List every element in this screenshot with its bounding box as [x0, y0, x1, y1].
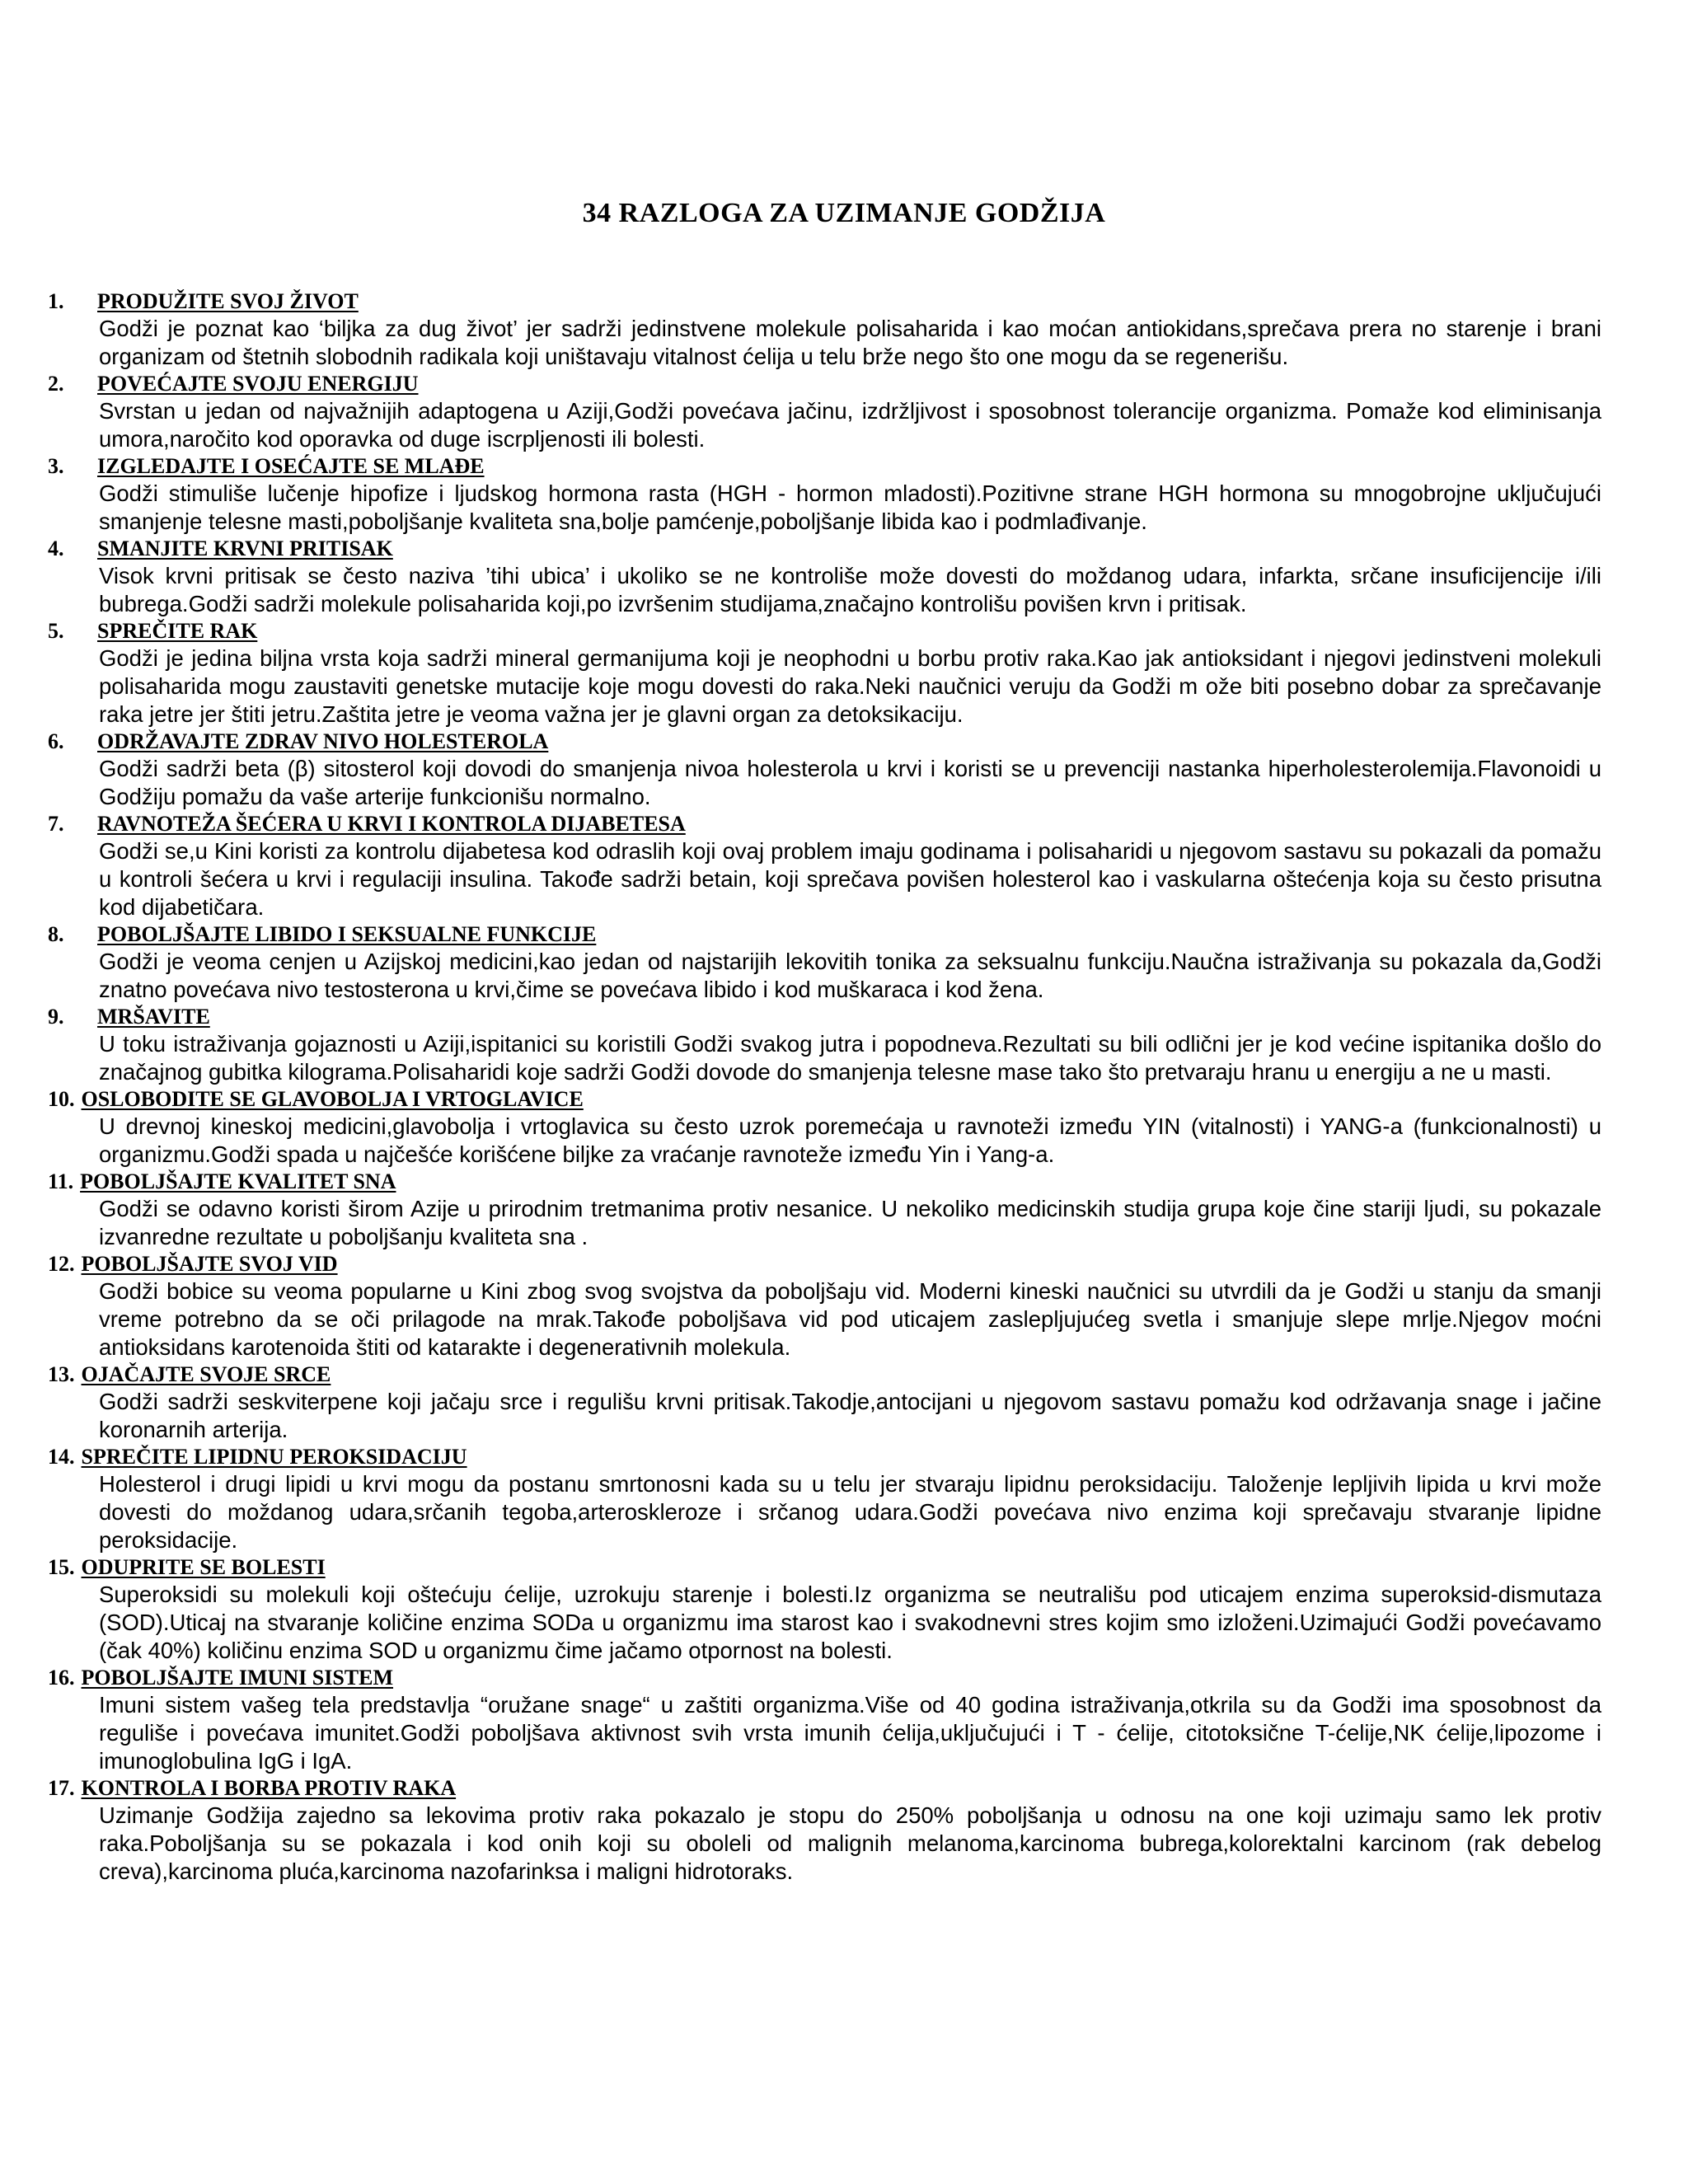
item-title: SMANJITE KRVNI PRITISAK [97, 537, 393, 560]
item-heading [48, 811, 1601, 837]
list-item [48, 371, 1601, 453]
list-item [48, 618, 1601, 729]
list-item [48, 1775, 1601, 1886]
list-item [48, 536, 1601, 618]
item-number: 4. [48, 537, 64, 560]
item-title: MRŠAVITE [97, 1005, 210, 1029]
item-number: 2. [48, 372, 64, 396]
item-number: 8. [48, 922, 64, 946]
item-title: SPREČITE LIPIDNU PEROKSIDACIJU [81, 1445, 467, 1469]
item-body: Godži sadrži beta (β) sitosterol koji dovodi do smanjenja nivoa holesterola u krvi i koristi se u prevenciji nastanka hiperholesterolemija.Flavonoidi u Godžiju pomažu da vaše arterije funkcionišu normalno. [99, 756, 1601, 809]
item-body: Godži se,u Kini koristi za kontrolu dijabetesa kod odraslih koji ovaj problem imaju godinama i polisaharidi u njegovom sastavu su pokazali da pomažu u kontroli šećera u krvi i regulaciji insulina. Takođe sadrži betain, koji sprečava povišen holesterol kao i vaskularna oštećenja koja su često prisutna kod dijabetičara. [99, 838, 1601, 920]
item-heading [48, 1444, 1601, 1470]
item-body: Visok krvni pritisak se često naziva ’tihi ubica’ i ukoliko se ne kontroliše može dovesti do moždanog udara, infarkta, srčane insuficijencije i/ili bubrega.Godži sadrži molekule polisaharida koji,po izvršenim studijama,značajno kontrolišu povišen krvn i pritisak. [99, 563, 1601, 616]
item-number: 11. [48, 1169, 74, 1193]
item-title: OJAČAJTE SVOJE SRCE [81, 1362, 331, 1386]
item-body: U drevnoj kineskoj medicini,glavobolja i vrtoglavica su često uzrok poremećaja u ravnoteži između YIN (vitalnosti) i YANG-a (funkcionalnosti) u organizmu.Godži spada u najčešće korišćene biljke za vraćanje ravnoteže između Yin i Yang-a. [99, 1113, 1601, 1167]
item-body: Godži je veoma cenjen u Azijskoj medicini,kao jedan od najstarijih lekovitih tonika za seksualnu funkciju.Naučna istraživanja su pokazala da,Godži znatno povećava nivo testosterona u krvi,čime se povećava libido i kod muškaraca i kod žena. [99, 949, 1601, 1002]
item-heading [48, 1251, 1601, 1277]
item-title: ODRŽAVAJTE ZDRAV NIVO HOLESTEROLA [97, 729, 549, 753]
item-heading [48, 536, 1601, 562]
list-item [48, 1554, 1601, 1665]
item-body: Godži stimuliše lučenje hipofize i ljudskog hormona rasta (HGH - hormon mladosti).Pozitivne strane HGH hormona su mnogobrojne uključujući smanjenje telesne masti,poboljšanje kvaliteta sna,bolje pamćenje,poboljšanje libida kao i podmlađivanje. [99, 480, 1601, 534]
item-number: 15. [48, 1555, 75, 1579]
item-title: POBOLJŠAJTE IMUNI SISTEM [81, 1666, 394, 1690]
item-heading [48, 371, 1601, 397]
list-item [48, 1361, 1601, 1444]
list-item [48, 288, 1601, 371]
document-title: 34 RAZLOGA ZA UZIMANJE GODŽIJA [582, 198, 1106, 228]
item-heading [48, 1086, 1601, 1113]
item-body: Godži sadrži seskviterpene koji jačaju srce i regulišu krvni pritisak.Takodje,antocijani u njegovom sastavu pomažu kod održavanja snage i jačine koronarnih arterija. [99, 1389, 1601, 1442]
item-heading [48, 1361, 1601, 1388]
item-number: 14. [48, 1445, 75, 1469]
item-number: 16. [48, 1666, 75, 1690]
item-title: RAVNOTEŽA ŠEĆERA U KRVI I KONTROLA DIJABETESA [97, 812, 686, 836]
item-body: Godži je poznat kao ‘biljka za dug život’ jer sadrži jedinstvene molekule polisaharida i kao moćan antiokidans,sprečava prera no starenje i brani organizam od štetnih slobodnih radikala koji uništavaju vitalnost ćelija u telu brže nego što one mogu da se regenerišu. [99, 316, 1601, 369]
list-item [48, 1251, 1601, 1361]
item-title: SPREČITE RAK [97, 619, 258, 643]
item-heading [48, 921, 1601, 948]
item-title: ODUPRITE SE BOLESTI [81, 1555, 326, 1579]
item-body: Imuni sistem vašeg tela predstavlja “oružane snage“ u zaštiti organizma.Više od 40 godina istraživanja,otkrila su da Godži ima sposobnost da reguliše i povećava imunitet.Godži poboljšava aktivnost svih vrsta imunih ćelija,uključujući i T - ćelije, citotoksične T-ćelije,NK ćelije,lipozome i imunoglobulina IgG i IgA. [99, 1692, 1601, 1774]
reasons-list [48, 288, 1601, 1886]
item-heading [48, 288, 1601, 315]
item-title: KONTROLA I BORBA PROTIV RAKA [81, 1776, 457, 1800]
item-heading [48, 1775, 1601, 1802]
item-title: POBOLJŠAJTE SVOJ VID [81, 1252, 338, 1276]
item-number: 3. [48, 454, 64, 478]
item-number: 6. [48, 729, 64, 753]
item-title: POBOLJŠAJTE KVALITET SNA [80, 1169, 396, 1193]
item-title: IZGLEDAJTE I OSEĆAJTE SE MLAĐE [97, 454, 485, 478]
item-number: 5. [48, 619, 64, 643]
list-item [48, 811, 1601, 921]
item-number: 12. [48, 1252, 75, 1276]
list-item [48, 1665, 1601, 1775]
item-body: Superoksidi su molekuli koji oštećuju ćelije, uzrokuju starenje i bolesti.Iz organizma se neutrališu pod uticajem enzima superoksid-dismutaza (SOD).Uticaj na stvaranje količine enzima SODa u organizmu ima starost kao i svakodnevni stres kojim smo izloženi.Uzimajući Godži povećavamo (čak 40%) količinu enzima SOD u organizmu čime jačamo otpornost na bolesti. [99, 1582, 1601, 1663]
item-heading [48, 1554, 1601, 1581]
item-body: Svrstan u jedan od najvažnijih adaptogena u Aziji,Godži povećava jačinu, izdržljivost i sposobnost tolerancije organizma. Pomaže kod eliminisanja umora,naročito kod oporavka od duge iscrpljenosti ili bolesti. [99, 398, 1601, 452]
item-title: POBOLJŠAJTE LIBIDO I SEKSUALNE FUNKCIJE [97, 922, 597, 946]
item-heading [48, 1004, 1601, 1030]
item-number: 13. [48, 1362, 75, 1386]
list-item [48, 921, 1601, 1004]
list-item [48, 729, 1601, 811]
item-title: POVEĆAJTE SVOJU ENERGIJU [97, 372, 419, 396]
item-heading [48, 453, 1601, 480]
item-body: U toku istraživanja gojaznosti u Aziji,ispitanici su koristili Godži svakog jutra i popodneva.Rezultati su bili odlični jer je kod većine ispitanika došlo do značajnog gubitka kilograma.Polisaharidi koje sadrži Godži dovode do smanjenja telesne mase tako što pretvaraju hranu u energiju a ne u masti. [99, 1031, 1601, 1085]
item-number: 1. [48, 289, 64, 313]
item-body: Godži je jedina biljna vrsta koja sadrži mineral germanijuma koji je neophodni u borbu protiv raka.Kao jak antioksidant i njegovi jedinstveni molekuli polisaharida mogu zaustaviti genetske mutacije koje mogu dovesti do raka.Neki naučnici veruju da Godži m ože biti posebno dobar za sprečavanje raka jetre jer štiti jetru.Zaštita jetre je veoma važna jer je glavni organ za detoksikaciju. [99, 645, 1601, 727]
item-heading [48, 618, 1601, 644]
item-number: 7. [48, 812, 64, 836]
list-item [48, 453, 1601, 536]
item-heading [48, 1169, 1601, 1195]
list-item [48, 1086, 1601, 1169]
item-heading [48, 729, 1601, 755]
item-body: Godži bobice su veoma popularne u Kini zbog svog svojstva da poboljšaju vid. Moderni kineski naučnici su utvrdili da je Godži u stanju da smanji vreme potrebno da se oči prilagode na mrak.Takođe poboljšava vid pod uticajem zaslepljujućeg svetla i smanjuje slepe mrlje.Njegov moćni antioksidans karotenoida štiti od katarakte i degenerativnih molekula. [99, 1278, 1601, 1360]
item-title: PRODUŽITE SVOJ ŽIVOT [97, 289, 359, 313]
item-number: 17. [48, 1776, 75, 1800]
item-body: Holesterol i drugi lipidi u krvi mogu da postanu smrtonosni kada su u telu jer stvaraju lipidnu peroksidaciju. Taloženje lepljivih lipida u krvi može dovesti do moždanog udara,srčanih tegoba,arteroskleroze i srčanog udara.Godži povećava nivo enzima koji sprečavaju stvaranje lipidne peroksidacije. [99, 1471, 1601, 1553]
item-number: 10. [48, 1087, 75, 1111]
list-item [48, 1444, 1601, 1554]
item-number: 9. [48, 1005, 64, 1029]
item-body: Uzimanje Godžija zajedno sa lekovima protiv raka pokazalo je stopu do 250% poboljšanja u odnosu na one koji uzimaju samo lek protiv raka.Poboljšanja su se pokazala i kod onih koji su oboleli od malignih melanoma,karcinoma bubrega,kolorektalni karcinom (rak debelog creva),karcinoma pluća,karcinoma nazofarinksa i maligni hidrotoraks. [99, 1802, 1601, 1884]
list-item [48, 1004, 1601, 1086]
item-heading [48, 1665, 1601, 1691]
item-title: OSLOBODITE SE GLAVOBOLJA I VRTOGLAVICE [81, 1087, 584, 1111]
list-item [48, 1169, 1601, 1251]
item-body: Godži se odavno koristi širom Azije u prirodnim tretmanima protiv nesanice. U nekoliko medicinskih studija grupa koje čine stariji ljudi, su pokazale izvanredne rezultate u poboljšanju kvaliteta sna . [99, 1196, 1601, 1249]
